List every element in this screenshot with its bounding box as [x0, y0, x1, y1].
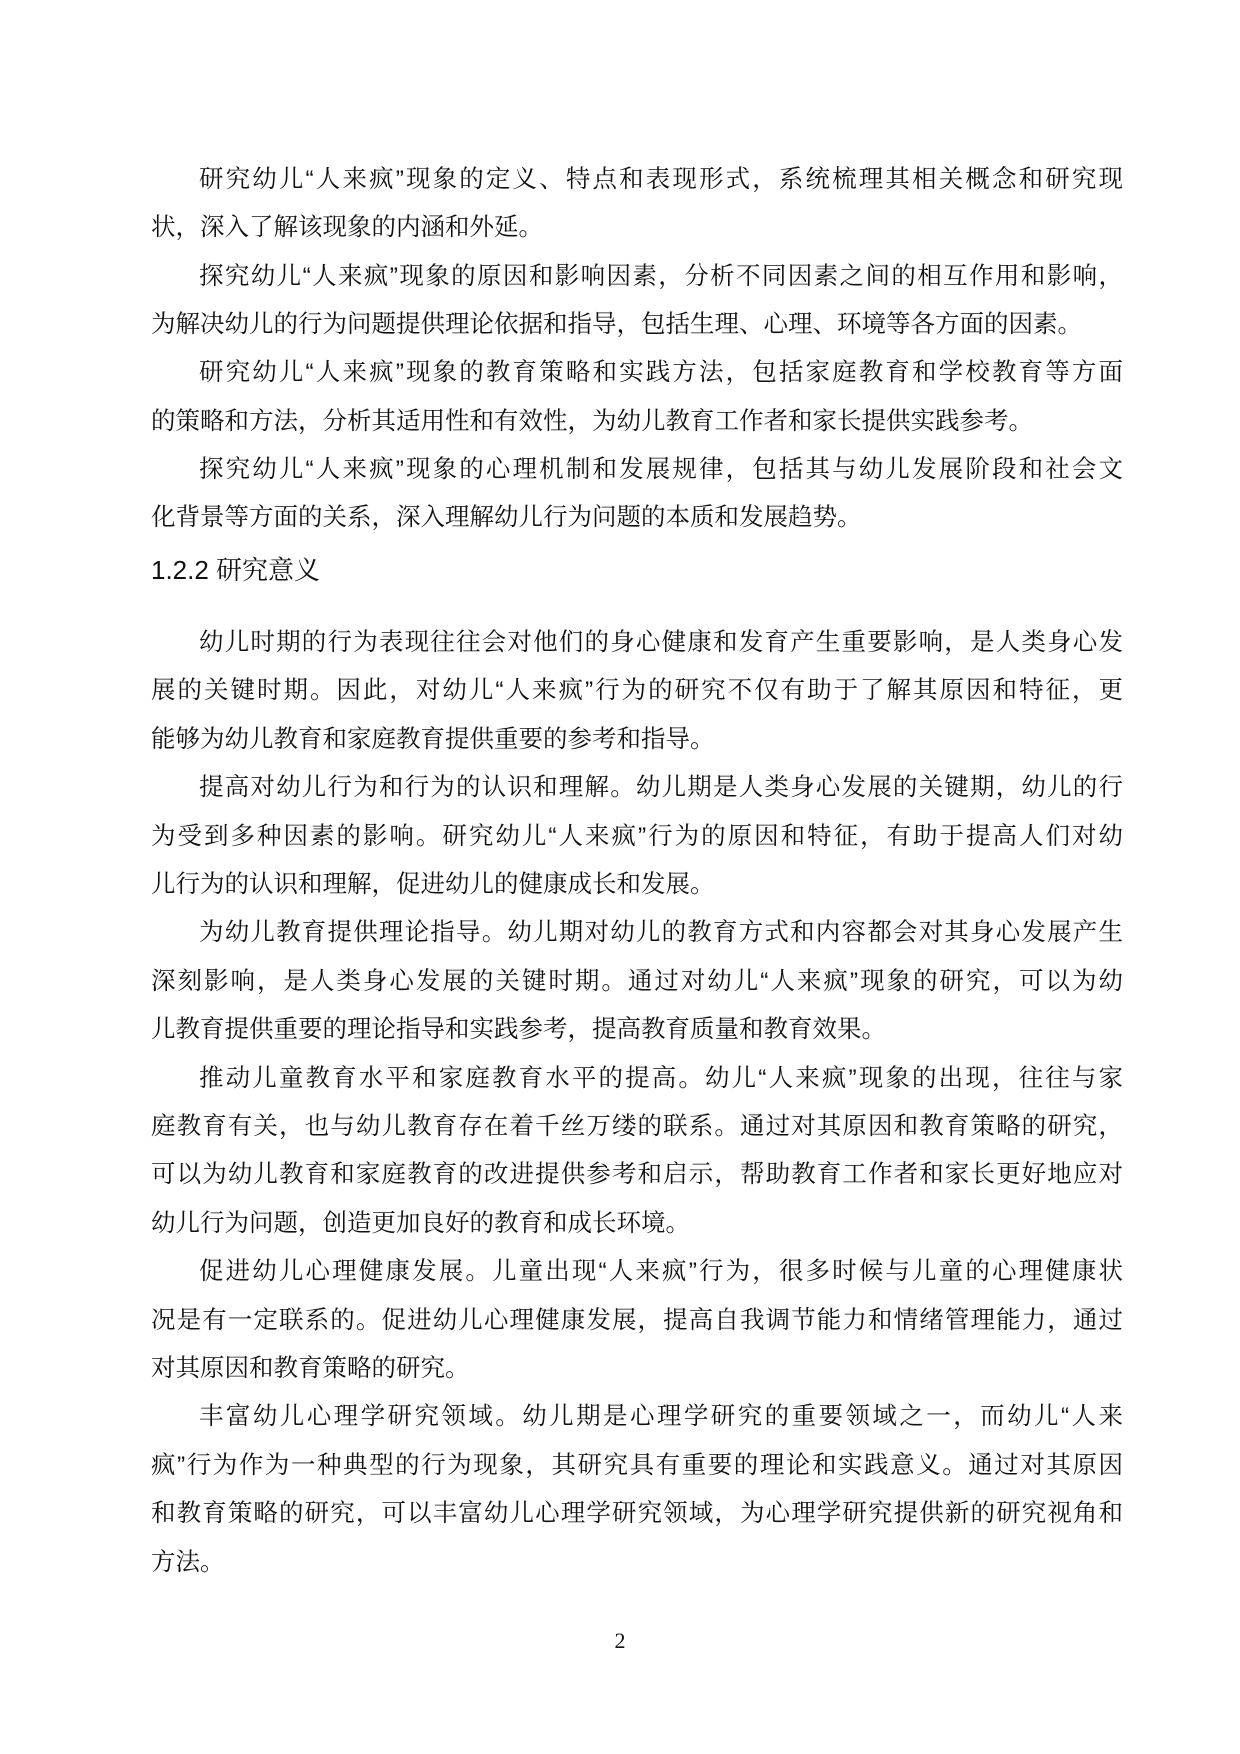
paragraph-line: 儿教育提供重要的理论指导和实践参考，提高教育质量和教育效果。 [151, 1016, 886, 1044]
paragraph-line: 方法。 [151, 1548, 225, 1576]
paragraph-line: 促进幼儿心理健康发展。儿童出现“人来疯”行为，很多时候与儿童的心理健康状 [199, 1258, 1123, 1286]
paragraph-line: 能够为幼儿教育和家庭教育提供重要的参考和指导。 [151, 725, 715, 753]
paragraph-line: 幼儿时期的行为表现往往会对他们的身心健康和发育产生重要影响，是人类身心发 [199, 629, 1123, 656]
paragraph-line: 丰富幼儿心理学研究领域。幼儿期是心理学研究的重要领域之一，而幼儿“人来 [199, 1403, 1123, 1431]
paragraph-line: 深刻影响，是人类身心发展的关键时期。通过对幼儿“人来疯”现象的研究，可以为幼 [151, 967, 1123, 995]
paragraph-line: 为受到多种因素的影响。研究幼儿“人来疯”行为的原因和特征，有助于提高人们对幼 [151, 822, 1123, 850]
paragraph-line: 对其原因和教育策略的研究。 [151, 1355, 470, 1382]
paragraph-line: 状，深入了解该现象的内涵和外延。 [151, 214, 543, 242]
paragraph-line: 为解决幼儿的行为问题提供理论依据和指导，包括生理、心理、环境等各方面的因素。 [151, 310, 1082, 338]
paragraph-line: 推动儿童教育水平和家庭教育水平的提高。幼儿“人来疯”现象的出现，往往与家 [199, 1064, 1123, 1092]
paragraph-line: 和教育策略的研究，可以丰富幼儿心理学研究领域，为心理学研究提供新的研究视角和 [151, 1500, 1123, 1528]
paragraph-line: 探究幼儿“人来疯”现象的心理机制和发展规律，包括其与幼儿发展阶段和社会文 [199, 455, 1123, 483]
paragraph-line: 可以为幼儿教育和家庭教育的改进提供参考和启示，帮助教育工作者和家长更好地应对 [151, 1161, 1123, 1189]
paragraph-line: 的策略和方法，分析其适用性和有效性，为幼儿教育工作者和家长提供实践参考。 [151, 407, 1033, 435]
paragraph-line: 研究幼儿“人来疯”现象的教育策略和实践方法，包括家庭教育和学校教育等方面 [199, 359, 1123, 387]
page-number: 2 [614, 1628, 626, 1653]
paragraph-line: 幼儿行为问题，创造更加良好的教育和成长环境。 [151, 1209, 690, 1237]
paragraph-line: 况是有一定联系的。促进幼儿心理健康发展，提高自我调节能力和情绪管理能力，通过 [151, 1306, 1123, 1334]
paragraph-line: 化背景等方面的关系，深入理解幼儿行为问题的本质和发展趋势。 [151, 504, 862, 532]
paragraph-line: 展的关键时期。因此，对幼儿“人来疯”行为的研究不仅有助于了解其原因和特征，更 [151, 677, 1123, 705]
paragraph-line: 庭教育有关，也与幼儿教育存在着千丝万缕的联系。通过对其原因和教育策略的研究， [151, 1113, 1123, 1140]
paragraph-line: 儿行为的认识和理解，促进幼儿的健康成长和发展。 [151, 871, 715, 898]
paragraph-line: 疯”行为作为一种典型的行为现象，其研究具有重要的理论和实践意义。通过对其原因 [151, 1451, 1123, 1479]
paragraph-line: 为幼儿教育提供理论指导。幼儿期对幼儿的教育方式和内容都会对其身心发展产生 [199, 919, 1123, 947]
paragraph-line: 研究幼儿“人来疯”现象的定义、特点和表现形式，系统梳理其相关概念和研究现 [199, 166, 1123, 193]
paragraph-line: 提高对幼儿行为和行为的认识和理解。幼儿期是人类身心发展的关键期，幼儿的行 [199, 774, 1123, 802]
paragraph-line: 探究幼儿“人来疯”现象的原因和影响因素，分析不同因素之间的相互作用和影响， [199, 262, 1123, 290]
section-heading: 1.2.2 研究意义 [151, 555, 321, 585]
